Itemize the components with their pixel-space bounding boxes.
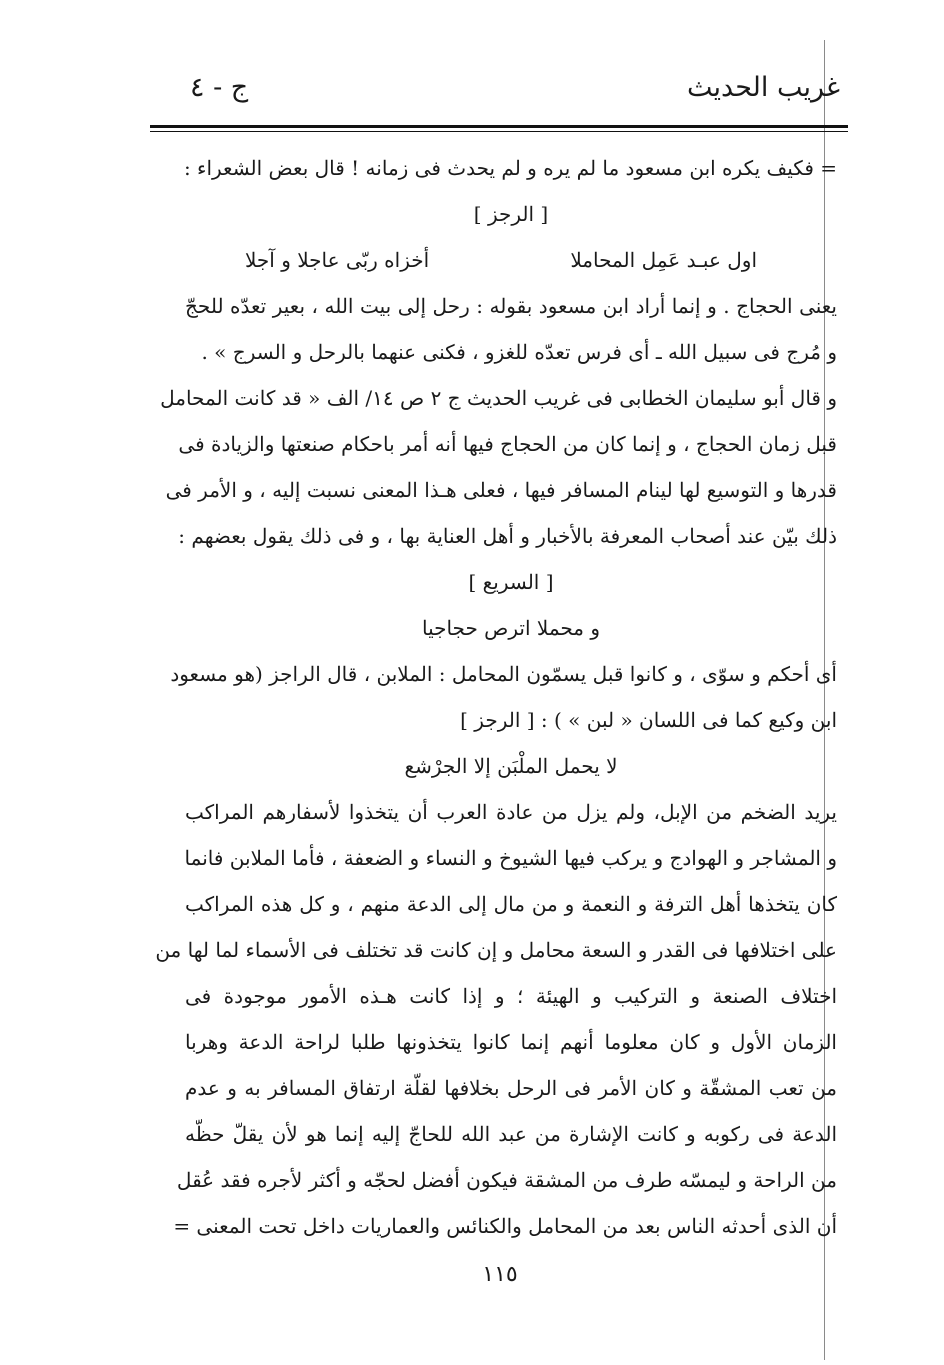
running-header-title: غريب الحديث — [687, 72, 840, 103]
text-line: أى أحكم و سوّى ، و كانوا قبل يسمّون المحامل : الملابن ، قال الراجز (هو مسعود — [170, 662, 837, 686]
poetry-verse: و محملا اترص حجاجيا — [421, 616, 601, 640]
running-header — [150, 72, 840, 122]
text-line: الدعة فى ركوبه و كانت الإشارة من عبد الله للحاجّ إليه إنما هو لأن يقلّ حظّه — [185, 1122, 837, 1146]
text-line: أن الذى أحدثه الناس بعد من المحامل والكنائس والعماريات داخل تحت المعنى = — [173, 1214, 837, 1238]
verse-hemistich-right: اول عبـد عَمِل المحاملا — [570, 248, 757, 272]
body-text — [155, 145, 838, 1249]
text-line: و قال أبو سليمان الخطابى فى غريب الحديث ج ٢ ص ١٤/ الف « قد كانت المحامل — [160, 386, 837, 410]
text-line: قدرها و التوسيع لها لينام المسافر فيها ، فعلى هـذا المعنى نسبت إليه ، و الأمر فى — [165, 478, 837, 502]
text-line: من تعب المشقّة و كان الأمر فى الرحل بخلافها لقلّة ارتفاق المسافر به و عدم — [185, 1076, 838, 1100]
meter-label: [ الرجز ] — [473, 202, 549, 226]
text-line: ابن وكيع كما فى اللسان « لبن » ) : [ الرجز ] — [460, 708, 837, 732]
volume-number: ج - ٤ — [190, 72, 249, 103]
text-line: و المشاجر و الهوادج و يركب فيها الشيوخ و النساء و الضعفة ، فأما الملابن فانما — [184, 846, 837, 870]
text-line: يريد الضخم من الإبل، ولم يزل من عادة العرب أن يتخذوا لأسفارهم المراكب — [185, 800, 837, 824]
text-line: كان يتخذها أهل الترفة و النعمة و من مال إلى الدعة منهم ، و كل هذه المراكب — [185, 892, 837, 916]
text-line: ذلك بيّن عند أصحاب المعرفة بالأخبار و أهل العناية بها ، و فى ذلك يقول بعضهم : — [178, 524, 837, 548]
poetry-verse: لا يحمل الملْبَن إلا الجرْشع — [404, 754, 618, 778]
poetry-verse — [185, 237, 837, 283]
meter-label: [ السريع ] — [468, 570, 554, 594]
text-line: اختلاف الصنعة و التركيب و الهيئة ؛ و إذا كانت هـذه الأمور موجودة فى — [185, 984, 837, 1008]
text-line: على اختلافها فى القدر و السعة محامل و إن كانت قد تختلف فى الأسماء لما لها من — [155, 938, 837, 962]
text-line: = فكيف يكره ابن مسعود ما لم يره و لم يحدث فى زمانه ! قال بعض الشعراء : — [183, 156, 837, 180]
text-line: من الراحة و ليمسّه طرف من المشقة فيكون أفضل لحجّه و أكثر لأجره فقد عُقل — [176, 1168, 837, 1192]
header-rule — [150, 125, 848, 128]
verse-hemistich-left: أخزاه ربّى عاجلا و آجلا — [245, 248, 430, 272]
text-line: يعنى الحجاج . و إنما أراد ابن مسعود بقوله : رحل إلى بيت الله ، بعير تعدّه للحجّ — [185, 294, 837, 318]
header-rule-thin — [150, 131, 848, 132]
text-line: الزمان الأول و كان معلوما أنهم إنما كانوا يتخذونها طلبا لراحة الدعة وهربا — [185, 1030, 837, 1054]
text-line: و مُرج فى سبيل الله ـ أى فرس تعدّه للغزو ، فكنى عنهما بالرحل و السرج » . — [201, 340, 837, 364]
page-number: ١١٥ — [482, 1262, 518, 1287]
text-line: قبل زمان الحجاج ، و إنما كان من الحجاج فيها أنه أمر باحكام صنعتها والزيادة فى — [178, 432, 837, 456]
